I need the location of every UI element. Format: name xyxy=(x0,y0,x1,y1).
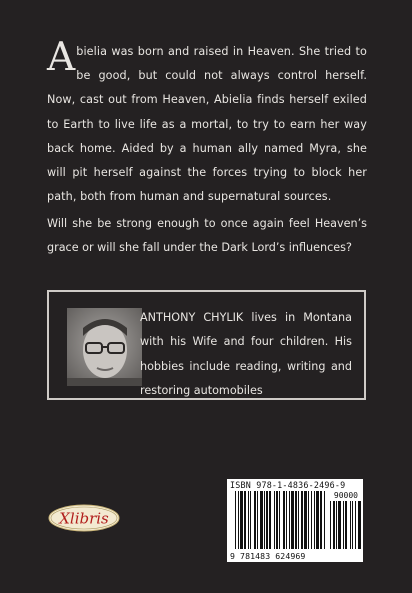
isbn-label: ISBN 978-1-4836-2496-9 xyxy=(230,480,346,490)
publisher-logo xyxy=(47,503,121,533)
barcode-bars xyxy=(227,479,363,562)
drop-cap: A xyxy=(47,35,76,80)
teaser-question: Will she be strong enough to once again feel Heaven’s grace or will she fall under the Dark Lord’s influences? xyxy=(47,217,367,255)
author-bio: ANTHONY CHYLIK lives in Montana with his Wife and four children. His hobbies include reading, writing and restoring automobiles xyxy=(140,311,352,398)
book-blurb xyxy=(47,35,367,209)
blurb-text: bielia was born and raised in Heaven. She tried to be good, but could not always control herself. Now, cast out from Heaven, Abielia finds herself exiled to Earth to live life as a mortal, to try to earn her way back home. Aided by a human ally named Myra, she will pit herself against the forces trying to block her path, both from human and supernatural sources. xyxy=(47,45,367,204)
isbn-barcode xyxy=(227,479,363,562)
ean-number: 9 781483 624969 xyxy=(230,551,306,561)
logo-text: Xlibris xyxy=(59,509,109,528)
author-photo xyxy=(67,308,142,386)
price-code: 90000 xyxy=(333,491,358,500)
